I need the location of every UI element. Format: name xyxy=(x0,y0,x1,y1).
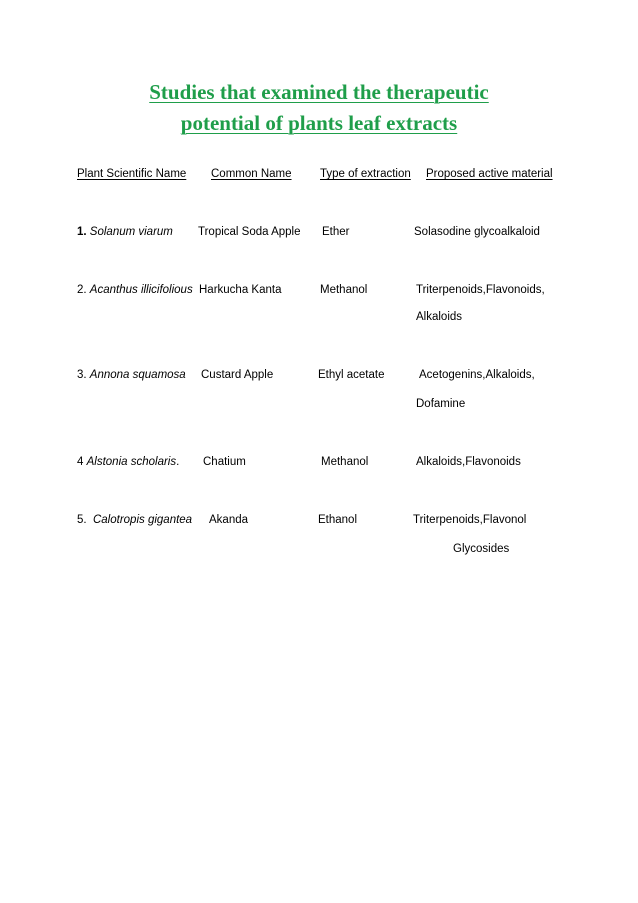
row-2-extraction: Methanol xyxy=(320,284,368,296)
row-1-extraction: Ether xyxy=(322,226,350,238)
header-scientific-name: Plant Scientific Name xyxy=(77,168,187,180)
row-4-extraction: Methanol xyxy=(321,456,369,468)
row-2-active-material-line-1: Triterpenoids,Flavonoids, xyxy=(416,284,545,296)
row-4-suffix: . xyxy=(176,456,180,468)
row-4-number: 4 xyxy=(77,456,84,468)
row-3-active-material-line-2: Dofamine xyxy=(416,398,466,410)
row-5-active-material-line-2: Glycosides xyxy=(453,543,510,555)
row-3-active-material-line-1: Acetogenins,Alkaloids, xyxy=(419,369,535,381)
row-3-scientific-name xyxy=(77,368,186,382)
row-5-species: Calotropis gigantea xyxy=(92,514,193,526)
row-1-active-material: Solasodine glycoalkaloid xyxy=(414,226,540,238)
header-common-name: Common Name xyxy=(211,168,292,180)
row-4-active-material: Alkaloids,Flavonoids xyxy=(416,456,521,468)
row-3-number: 3. xyxy=(77,369,87,381)
row-5-scientific-name xyxy=(77,513,192,527)
row-4-scientific-name xyxy=(77,455,179,469)
row-3-extraction: Ethyl acetate xyxy=(318,369,385,381)
row-1-number: 1. xyxy=(77,226,87,238)
row-5-active-material-line-1: Triterpenoids,Flavonol xyxy=(413,514,527,526)
row-1-species: Solanum viarum xyxy=(89,226,173,238)
row-5-common-name: Akanda xyxy=(209,514,249,526)
row-2-common-name: Harkucha Kanta xyxy=(199,284,282,296)
header-active-material: Proposed active material xyxy=(426,168,553,180)
row-2-scientific-name xyxy=(77,283,193,297)
row-4-species: Alstonia scholaris xyxy=(86,456,177,468)
row-2-number: 2. xyxy=(77,284,87,296)
row-1-scientific-name xyxy=(77,225,173,239)
row-4-common-name: Chatium xyxy=(203,456,246,468)
row-2-species: Acanthus illicifolious xyxy=(89,284,193,296)
row-3-common-name: Custard Apple xyxy=(201,369,274,381)
row-5-number: 5. xyxy=(77,514,87,526)
page-title-line-1: Studies that examined the therapeutic xyxy=(149,80,489,104)
row-3-species: Annona squamosa xyxy=(89,369,186,381)
row-2-active-material-line-2: Alkaloids xyxy=(416,311,463,323)
page-title-line-2: potential of plants leaf extracts xyxy=(180,111,458,135)
header-extraction-type: Type of extraction xyxy=(320,168,411,180)
row-1-common-name: Tropical Soda Apple xyxy=(198,226,301,238)
row-5-extraction: Ethanol xyxy=(318,514,358,526)
